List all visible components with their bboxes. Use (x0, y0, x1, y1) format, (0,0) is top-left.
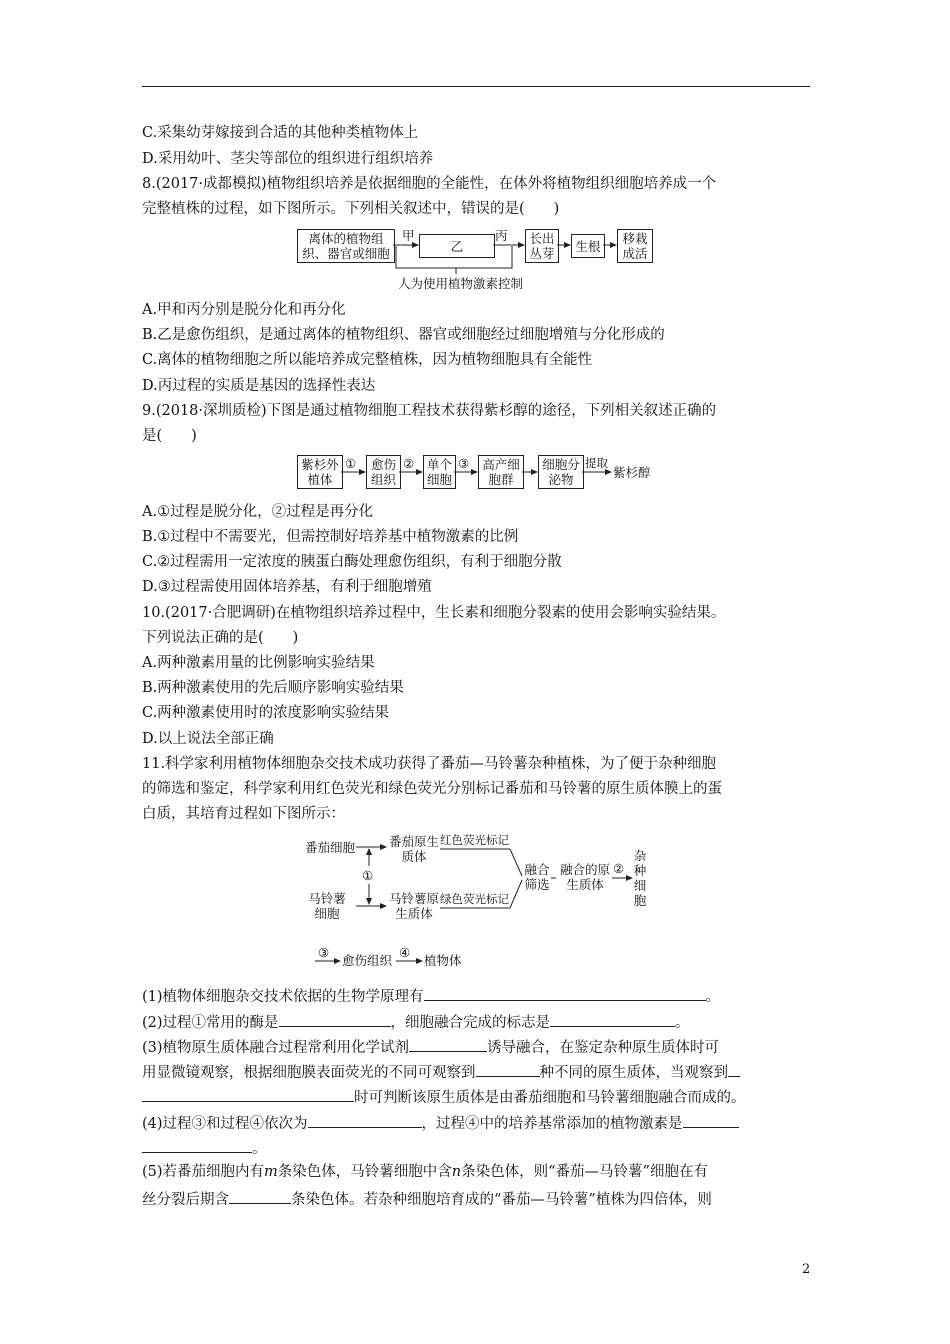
q11-part5-line2 (142, 1188, 712, 1210)
q8-stem-line2: 完整植株的过程，如下图所示。下列相关叙述中，错误的是( ) (142, 201, 560, 217)
q11-part5-text5: 条染色体。若杂种细胞培育成的“番茄—马铃薯”植株为四倍体，则 (291, 1192, 712, 1208)
q11-part5-text: (5)若番茄细胞内有 (142, 1164, 265, 1180)
q11-part2-blank2[interactable] (550, 1011, 675, 1027)
q11-part2-end: 。 (675, 1015, 690, 1031)
q11-part3-line2 (142, 1061, 740, 1083)
q11-part5-blank1[interactable] (229, 1188, 291, 1204)
q9-option-c: C.②过程需用一定浓度的胰蛋白酶处理愈伤组织，有利于细胞分散 (142, 554, 562, 570)
d9-product-label: 紫杉醇 (613, 465, 651, 480)
q7-option-d: D.采用幼叶、茎尖等部位的组织进行组织培养 (142, 151, 434, 167)
d9-step1: ① (345, 456, 357, 471)
q10-option-d: D.以上说法全部正确 (142, 731, 274, 747)
q10-stem-line2: 下列说法正确的是( ) (142, 630, 299, 646)
q11-part1-blank[interactable] (424, 985, 706, 1001)
q11-part5-text4: 丝分裂后期含 (142, 1192, 229, 1208)
d9-box4-label: 高产细胞群 (482, 457, 520, 487)
q11-part4-blank1[interactable] (308, 1112, 422, 1128)
d11-green-label: 绿色荧光标记 (440, 892, 509, 906)
d8-box5-label: 移栽成活 (622, 231, 648, 261)
q11-part3-blank1[interactable] (409, 1036, 487, 1052)
q8-stem-line1: 8.(2017·成都模拟)植物组织培养是依据细胞的全能性，在体外将植物组织细胞培养成一个 (142, 176, 717, 192)
d11-potato-proto: 马铃薯原生质体 (388, 891, 439, 921)
d11-step2: ② (613, 861, 625, 876)
d8-yi-label: 乙 (450, 238, 464, 254)
d9-box3-label: 单个细胞 (426, 457, 452, 487)
q11-part3-text5: 时可判断该原生质体是由番茄细胞和马铃薯细胞融合而成的。 (354, 1090, 746, 1106)
q10-option-a: A.两种激素用量的比例影响实验结果 (142, 655, 375, 671)
q11-part4-line1 (142, 1112, 739, 1134)
d8-box4-label: 生根 (575, 238, 601, 254)
q10-option-b: B.两种激素使用的先后顺序影响实验结果 (142, 680, 404, 696)
q9-option-a: A.①过程是脱分化，②过程是再分化 (142, 504, 374, 520)
q8-option-b: B.乙是愈伤组织，是通过离体的植物组织、器官或细胞经过细胞增殖与分化形成的 (142, 327, 665, 343)
q11-part2-text: (2)过程①常用的酶是 (142, 1015, 279, 1031)
d8-box3-label: 长出丛芽 (529, 231, 555, 261)
d11-plant: 植物体 (424, 953, 462, 968)
q11-part3-text3: 用显微镜观察，根据细胞膜表面荧光的不同可观察到 (142, 1065, 476, 1081)
q11-part4-text: (4)过程③和过程④依次为 (142, 1116, 308, 1132)
d9-box1-label: 紫杉外植体 (301, 457, 339, 487)
q11-part4-blank2a[interactable] (683, 1112, 739, 1128)
d11-tomato-cell: 番茄细胞 (305, 840, 356, 855)
d8-start-label: 离体的植物组织、器官或细胞 (302, 231, 390, 261)
d9-step2: ② (403, 456, 415, 471)
q11-part1-text: (1)植物体细胞杂交技术依据的生物学原理有 (142, 989, 424, 1005)
q11-stem-line3: 白质，其培育过程如下图所示： (142, 806, 345, 822)
q11-part5-text2: 条染色体，马铃薯细胞中含 (277, 1164, 452, 1180)
q11-part3-line3 (142, 1086, 746, 1108)
q8-option-d: D.丙过程的实质是基因的选择性表达 (142, 378, 376, 394)
d11-callus: 愈伤组织 (342, 953, 393, 968)
q11-part3-line1 (142, 1036, 719, 1058)
d11-step1: ① (362, 868, 374, 883)
q11-part3-blank3b[interactable] (142, 1086, 354, 1102)
page-number: 2 (802, 1262, 811, 1277)
q11-part4-end: 。 (252, 1141, 267, 1157)
d11-fusion: 融合筛选 (524, 862, 550, 892)
q11-part2-mid: ，细胞融合完成的标志是 (390, 1015, 551, 1031)
d11-step3: ③ (318, 945, 330, 960)
d8-bing-label: 丙 (495, 228, 508, 243)
d8-jia-label: 甲 (402, 228, 415, 243)
d9-extract-label: 提取 (585, 456, 608, 470)
q11-stem-line1: 11.科学家利用植物体细胞杂交技术成功获得了番茄—马铃薯杂种植株，为了便于杂种细胞 (142, 756, 717, 772)
q11-part4-blank2b[interactable] (142, 1137, 252, 1153)
q11-part2-blank1[interactable] (279, 1011, 391, 1027)
q11-part5-m: m (264, 1164, 278, 1180)
d11-step4: ④ (399, 945, 411, 960)
q11-part5-n: n (451, 1164, 462, 1180)
q11-part3-blank2[interactable] (476, 1061, 540, 1077)
q11-stem-line2: 的筛选和鉴定，科学家利用红色荧光和绿色荧光分别标记番茄和马铃薯的原生质体膜上的蛋 (142, 781, 722, 797)
q10-option-c: C.两种激素使用时的浓度影响实验结果 (142, 705, 390, 721)
d9-box5-label: 细胞分泌物 (542, 457, 580, 487)
q9-stem-line1: 9.(2018·深圳质检)下图是通过植物细胞工程技术获得紫杉醇的途径，下列相关叙述正确的 (142, 403, 717, 419)
q11-part3-text: (3)植物原生质体融合过程常利用化学试剂 (142, 1040, 410, 1056)
q11-part3-blank3a[interactable] (728, 1061, 740, 1077)
q11-part2 (142, 1011, 690, 1033)
d11-tomato-proto: 番茄原生质体 (388, 834, 439, 864)
d11-hybrid: 杂种细胞 (633, 848, 647, 908)
d8-control-label: 人为使用植物激素控制 (398, 276, 524, 291)
d11-red-label: 红色荧光标记 (440, 833, 509, 847)
q11-part1 (142, 985, 720, 1007)
d11-fused-proto: 融合的原生质体 (559, 862, 610, 892)
q11-part5-line1 (142, 1162, 708, 1182)
q11-part3-text2: 诱导融合，在鉴定杂种原生质体时可 (487, 1040, 720, 1056)
q8-option-c: C.离体的植物细胞之所以能培养成完整植株，因为植物细胞具有全能性 (142, 352, 593, 368)
q11-part1-end: 。 (705, 989, 721, 1005)
q7-option-c: C.采集幼芽嫁接到合适的其他种类植物体上 (142, 125, 419, 141)
d9-box2-label: 愈伤组织 (370, 457, 396, 487)
d9-step3: ③ (458, 456, 470, 471)
q11-part4-text2: ，过程④中的培养基常添加的植物激素是 (421, 1116, 683, 1132)
q10-stem-line1: 10.(2017·合肥调研)在植物组织培养过程中，生长素和细胞分裂素的使用会影响实验结果。 (142, 605, 726, 621)
q11-part4-line2 (142, 1137, 267, 1159)
q11-part3-text4: 种不同的原生质体，当观察到 (539, 1065, 728, 1081)
q9-stem-line2: 是( ) (142, 428, 197, 444)
q8-option-a: A.甲和丙分别是脱分化和再分化 (142, 302, 346, 318)
q9-option-b: B.①过程中不需要光，但需控制好培养基中植物激素的比例 (142, 529, 519, 545)
q9-option-d: D.③过程需使用固体培养基，有利于细胞增殖 (142, 579, 432, 595)
q11-part5-text3: 条染色体，则“番茄—马铃薯”细胞在有 (461, 1164, 708, 1180)
d11-potato-cell: 马铃薯细胞 (308, 891, 346, 921)
